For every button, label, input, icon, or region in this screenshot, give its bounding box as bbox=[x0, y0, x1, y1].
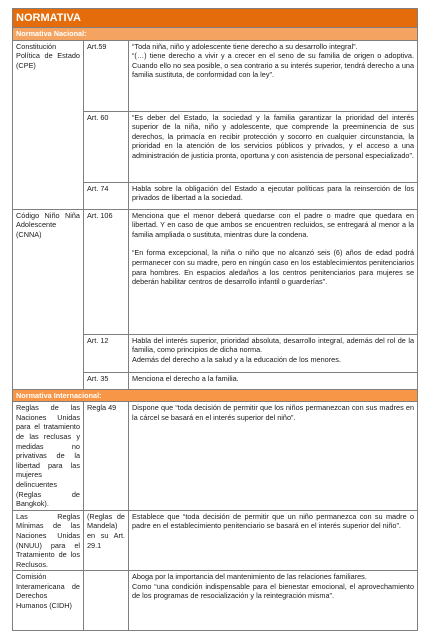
table-row bbox=[13, 571, 418, 631]
description-cell bbox=[129, 571, 418, 631]
description-paragraph: “(…) tiene derecho a vivir y a crecer en el seno de su familia de origen o adoptiva. Cuando ello no sea posible, o sea contrario a su interés superior, tendrá derecho a una familia sustituta, de conformidad con la ley”. bbox=[132, 51, 415, 80]
article-cell: Art. 35 bbox=[84, 372, 129, 389]
article-cell: Regla 49 bbox=[84, 402, 129, 511]
article-cell: Art. 74 bbox=[84, 182, 129, 209]
description-cell bbox=[129, 209, 418, 334]
article-cell: (Reglas de Mandela) en su Art. 29.1 bbox=[84, 510, 129, 571]
description-cell bbox=[129, 40, 418, 111]
table-row bbox=[13, 402, 418, 511]
source-cpe: Constitución Política de Estado (CPE) bbox=[13, 40, 84, 209]
description-paragraph: Además del derecho a la salud y a la educación de los menores. bbox=[132, 354, 341, 364]
section-heading-nacional: Normativa Nacional: bbox=[13, 28, 418, 41]
article-cell bbox=[84, 571, 129, 631]
description-paragraph: Habla del interés superior, prioridad absoluta, desarrollo integral, además del rol de la familia, como principios de dicha norma. bbox=[132, 335, 415, 355]
description-paragraph: Como “una condición indispensable para el bienestar emocional, el aprovechamiento de los programas de resocialización y la reintegración misma”. bbox=[132, 581, 415, 601]
description-cell bbox=[129, 402, 418, 511]
table-row bbox=[13, 510, 418, 571]
table-title-row bbox=[13, 9, 418, 28]
article-cell: Art.59 bbox=[84, 40, 129, 111]
table-title: NORMATIVA bbox=[13, 9, 418, 28]
description-paragraph: “En forma excepcional, la niña o niño que no alcanzó seis (6) años de edad podrá permanecer con su madre, pero en ningún caso en los establecimientos penitenciarios para hombres. En espacios aledaños a los centros penitenciarios para mujeres se deberán habilitar centros de desarrollo infantil o guarderías”. bbox=[132, 248, 415, 287]
source-cnna: Código Niño Niña Adolescente (CNNA) bbox=[13, 209, 84, 389]
description-cell bbox=[129, 182, 418, 209]
description-cell bbox=[129, 334, 418, 372]
description-cell bbox=[129, 510, 418, 571]
description-paragraph: Menciona que el menor deberá quedarse con el padre o madre que quedara en libertad. Y en caso de que ambos se encuentren recluidos, se entregará al menor a la familia ampliada o sustituta, mientras dure la condena. bbox=[132, 210, 415, 239]
normativa-table bbox=[12, 8, 418, 631]
source-nnuu: Las Reglas Mínimas de las Naciones Unidas (NNUU) para el Tratamiento de los Reclusos. bbox=[13, 510, 84, 571]
description-paragraph: “Toda niña, niño y adolescente tiene derecho a su desarrollo integral”. bbox=[132, 41, 358, 51]
description-cell bbox=[129, 111, 418, 182]
article-cell: Art. 106 bbox=[84, 209, 129, 334]
description-paragraph: Aboga por la importancia del mantenimiento de las relaciones familiares. bbox=[132, 572, 367, 582]
source-cidh: Comisión Interamericana de Derechos Humanos (CIDH) bbox=[13, 571, 84, 631]
article-cell: Art. 60 bbox=[84, 111, 129, 182]
source-bangkok: Reglas de las Naciones Unidas para el tratamiento de las reclusas y medidas no privativas de la libertad para las mujeres delincuentes (Reglas de Bangkok). bbox=[13, 402, 84, 511]
table-row bbox=[13, 209, 418, 334]
description-paragraph: Dispone que “toda decisión de permitir que los niños permanezcan con sus madres en la cárcel se basará en el interés superior del niño”. bbox=[132, 403, 415, 422]
section-heading-internacional: Normativa Internacional: bbox=[13, 389, 418, 402]
description-cell bbox=[129, 372, 418, 389]
article-cell: Art. 12 bbox=[84, 334, 129, 372]
section-heading-row bbox=[13, 28, 418, 41]
description-paragraph: Habla sobre la obligación del Estado a ejecutar políticas para la reinserción de los privados de libertad a la sociedad. bbox=[132, 183, 415, 203]
description-paragraph: Menciona el derecho a la familia. bbox=[132, 373, 239, 383]
description-paragraph: Establece que “toda decisión de permitir que un niño permanezca con su madre o padre en el establecimiento penitenciario se basará en el interés superior del niño”. bbox=[132, 511, 415, 531]
description-paragraph: “Es deber del Estado, la sociedad y la familia garantizar la prioridad del interés superior de la niña, niño y adolescente, que comprende la preeminencia de sus derechos, la primacía en recibir protección y socorro en cualquier circunstancia, la prioridad en la atención de los servicios públicos y privados, y el acceso a una administración de justicia pronta, oportuna y con asistencia de personal especializado”. bbox=[132, 112, 415, 160]
section-heading-row bbox=[13, 389, 418, 402]
table-row bbox=[13, 40, 418, 111]
